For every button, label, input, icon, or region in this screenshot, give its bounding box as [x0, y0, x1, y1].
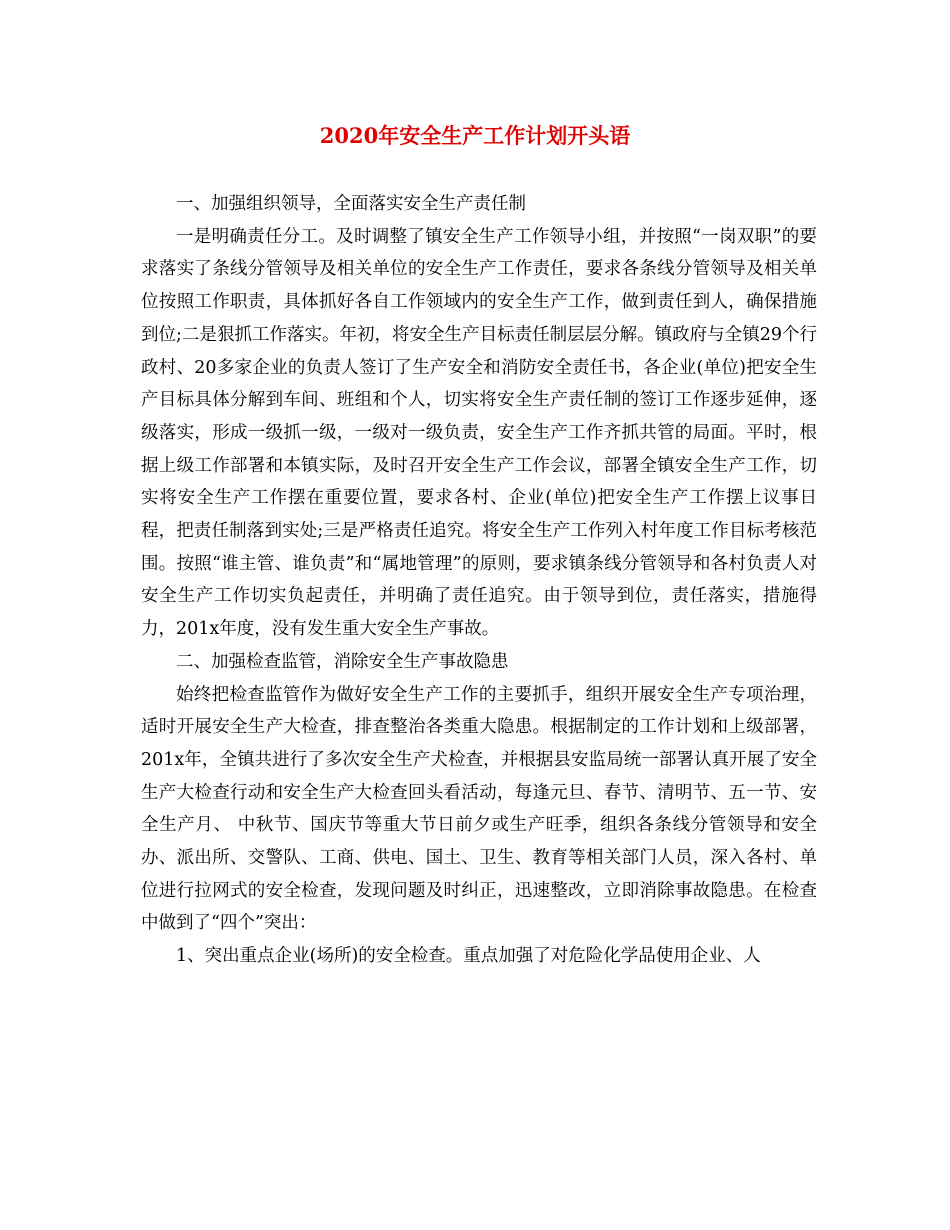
body-paragraph: 始终把检查监管作为做好安全生产工作的主要抓手，组织开展安全生产专项治理，适时开展安全生产大检查，排查整治各类重大隐患。根据制定的工作计划和上级部署，201x年，全镇共进行了多次安全生产犬检查，并根据县安监局统一部署认真开展了安全生产大检查行动和安全生产大检查回头看活动，每逢元旦、春节、清明节、五一节、安全生产月、 中秋节、国庆节等重大节日前夕或生产旺季，组织各条线分管领导和安全办、派出所、交警队、工商、供电、国土、卫生、教育等相关部门人员，深入各村、单位进行拉网式的安全检查，发现问题及时纠正，迅速整改，立即消除事故隐患。在检查中做到了“四个”突出： — [141, 684, 817, 934]
document-body — [141, 188, 817, 973]
document-title: 2020年安全生产工作计划开头语 — [319, 123, 631, 148]
body-paragraph: 1、突出重点企业(场所)的安全检查。重点加强了对危险化学品使用企业、人 — [176, 946, 761, 967]
body-paragraph: 一是明确责任分工。及时调整了镇安全生产工作领导小组，并按照“一岗双职”的要求落实了条线分管领导及相关单位的安全生产工作责任，要求各条线分管领导及相关单位按照工作职责，具体抓好各自工作领域内的安全生产工作，做到责任到人，确保措施到位;二是狠抓工作落实。年初，将安全生产目标责任制层层分解。镇政府与全镇29个行政村、20多家企业的负责人签订了生产安全和消防安全责任书，各企业(单位)把安全生产目标具体分解到车间、班组和个人，切实将安全生产责任制的签订工作逐步延伸，逐级落实，形成一级抓一级，一级对一级负责，安全生产工作齐抓共管的局面。平时，根据上级工作部署和本镇实际，及时召开安全生产工作会议，部署全镇安全生产工作，切实将安全生产工作摆在重要位置，要求各村、企业(单位)把安全生产工作摆上议事日程，把责任制落到实处;三是严格责任追究。将安全生产工作列入村年度工作目标考核范围。按照“谁主管、谁负责”和“属地管理”的原则，要求镇条线分管领导和各村负责人对安全生产工作切实负起责任，并明确了责任追究。由于领导到位，责任落实，措施得力，201x年度，没有发生重大安全生产事故。 — [141, 226, 817, 640]
section-heading: 一、加强组织领导，全面落实安全生产责任制 — [176, 194, 526, 214]
section-heading: 二、加强检查监管，消除安全生产事故隐患 — [176, 651, 509, 672]
